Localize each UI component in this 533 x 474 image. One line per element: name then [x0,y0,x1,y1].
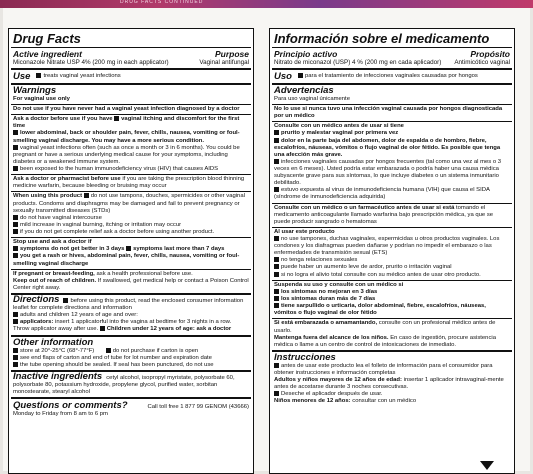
active-ingredient-row [13,59,249,67]
bullet-square-icon [274,257,279,262]
bullet-square-icon [274,272,279,277]
divider [272,68,512,70]
principio-activo-label: Principio activo [274,49,338,59]
use-label: Use [13,71,31,82]
divider [272,280,512,281]
bullet-square-icon [13,312,18,317]
warning-item: lower abdominal, back or shoulder pain, fever, chills, nausea, vomiting or foul-smelling vaginal discharge. You may have a more serious condition. [13,130,240,144]
divider [11,269,251,270]
al-usar-producto: Al usar este producto [274,228,335,235]
bullet-square-icon [13,145,18,150]
proposito-text: Antimicótico vaginal [454,59,510,66]
advertencia-item: tomando el medicamento anticoagulante llamado warfarina bajo prescripción médica, ya que se puede producir sangrado o hematomas [274,204,494,225]
divider [272,203,512,204]
proposito-label: Propósito [470,49,510,59]
divider [272,121,512,122]
principio-activo-header [274,49,510,59]
other-item: store at 20°-25°C (68°-77°F) [20,347,95,354]
active-ingredient-header [13,49,249,59]
advertencia-consulte: Consulte con un médico antes de usar si tiene [274,123,404,130]
keep-out-of-reach-text: If swallowed, get medical help or contact a Poison Control Center right away. [13,277,249,291]
top-strip-text: DRUG FACTS CONTINUED [120,0,204,5]
warning-do-not-use: Do not use if you have never had a vaginal yeast infection diagnosed by a doctor [13,106,240,113]
bullet-square-icon [274,363,279,368]
direction-item: insert 1 applicatorful into the vagina at bedtime for 3 nights in a row. Throw applicator away after use. [13,319,232,333]
warning-item: do not use tampons, douches, spermicides or other vaginal products. Condoms and diaphragms may be damaged and fail to prevent pregnancy or sexually transmitted diseases (STDs) [13,193,245,214]
bullet-square-icon [274,303,279,308]
label-sheet [3,8,530,471]
bullet-square-icon [106,348,111,353]
pregnant-warning: If pregnant or breast-feeding, [13,270,95,277]
warning-item: if you are taking the prescription blood thinning medicine warfarin, because bleeding or bruising may occur [13,176,245,190]
bullet-square-icon [13,362,18,367]
divider [272,104,512,105]
warning-ask-doctor-item: vaginal itching and discomfort for the first time [13,116,240,130]
directions-label: Directions [13,293,60,305]
warning-item: if you do not get complete relief ask a doctor before using another product. [20,229,215,236]
uso-label: Uso [274,71,292,82]
adultos-label: Adultos y niños mayores de 12 años de edad: [274,377,402,384]
other-item: do not purchase if carton is open [112,347,199,354]
direction-item: before using this product, read the enclosed consumer information leaflet for complete directions and information [13,297,244,312]
other-information-label: Other information [13,336,94,348]
bullet-square-icon [100,326,105,331]
warnings-label: Warnings [13,85,57,96]
pregnant-warning-text: ask a health professional before use. [96,270,193,277]
advertencia-item: los síntomas no mejoran en 3 días [281,288,378,295]
warning-ask-pharmacist: Ask a doctor or pharmacist before use [13,176,121,183]
instruccion-item: consultar con un médico [352,398,417,405]
purpose-text: Vaginal antifungal [199,59,249,66]
warning-item: do not have vaginal intercourse [20,214,102,221]
other-item: see end flaps of carton and end of tube for lot number and expiration date [20,354,212,361]
advertencia-item: tiene sarpullido o urticaria, dolor abdominal, fiebre, escalofríos, náuseas, vómitos o flujo vaginal de olor fétido [274,303,486,317]
bullet-square-icon [114,116,119,121]
divider [11,174,251,175]
for-vaginal-use: For vaginal use only [13,96,70,102]
bullet-square-icon [274,159,279,164]
divider [11,237,251,238]
suspenda-uso: Suspenda su uso y consulte con un médico si [274,281,404,288]
warning-stop-use: Stop use and ask a doctor if [13,239,92,246]
divider [11,47,251,48]
hours-text: Monday to Friday from 8 am to 6 pm [13,411,108,418]
instruccion-item: antes de usar este producto lea el folleto de información para el consumidor para obtener instrucciones e información completas [274,362,493,376]
inactive-ingredients-label: Inactive ingredients [13,371,103,383]
uso-section [274,71,510,82]
bullet-square-icon [126,246,131,251]
drug-facts-panel [8,28,254,474]
advertencia-item: prurito y malestar vaginal por primera vez [281,130,399,137]
bullet-square-icon [274,187,279,192]
bullet-square-icon [274,289,279,294]
divider [11,114,251,115]
instrucciones-label: Instrucciones [274,351,336,363]
questions-row [13,400,249,411]
mantenga-fuera: Mantenga fuera del alcance de los niños. [274,334,389,341]
instruccion-item: insertar 1 aplicador intravaginal-mente antes de acostarse durante 3 noches consecutivas. [274,377,504,391]
advertencia-item: infecciones vaginales causadas por hongos frecuentes (tal como una vez al mes o 3 veces en 6 meses). Usted podría estar embarazada o podría haber una causa médica subyacente grave para sus síntomas, lo que incluye diabetes o un sistema inmunitario debilitado. [274,158,502,187]
principio-activo-row [274,59,510,67]
advertencia-item: puede haber un aumento leve de ardor, prurito o irritación vaginal [281,264,452,271]
warning-when-using: When using this product [13,193,83,200]
bullet-square-icon [274,296,279,301]
other-item: the tube opening should be sealed. If seal has been punctured, do not use [20,362,214,368]
warning-item: symptoms do not get better in 3 days [20,246,125,253]
advertencia-item: dolor en la parte baja del abdomen, dolor de espalda o de hombro, fiebre, escalofríos, náuseas, vómitos o flujo vaginal de olor fétido. Es posible que tenga una afección más grave. [274,137,501,158]
active-ingredient-text: Miconazole Nitrate USP 4% (200 mg in each applicator) [13,59,169,66]
advertencia-item: si no logra el alivio total consulte con su médico antes de usar otro producto. [281,271,481,278]
continued-arrow-icon [480,461,494,470]
warning-item: symptoms last more than 7 days [133,246,225,253]
divider [272,227,512,228]
toll-free-number: Call toll free 1 877 99 GENOM (43666) [147,404,249,411]
keep-out-of-reach: Keep out of reach of children. [13,277,97,284]
bullet-square-icon [274,264,279,269]
advertencia-no-use: No lo use si nunca tuvo una infección vaginal causada por hongos diagnosticada por un médico [274,106,503,120]
direction-item: adults and children 12 years of age and over: [20,312,138,319]
instruccion-item: Deseche el aplicador después de usar. [281,391,383,398]
bullet-square-icon [298,73,303,78]
advertencia-item: estuvo expuesta al virus de inmunodeficiencia humana (VIH) que causa el SIDA (síndrome de inmunodeficiencia adquirida) [274,187,490,201]
bullet-square-icon [13,166,18,171]
questions-label: Questions or comments? [13,400,128,412]
bullet-square-icon [13,319,18,324]
bullet-square-icon [274,130,279,135]
use-text: treats vaginal yeast infections [43,72,121,79]
principio-activo-text: Nitrato de miconazol (USP) 4 % (200 mg en cada aplicador) [274,59,442,66]
bullet-square-icon [13,246,18,251]
bullet-square-icon [13,222,18,227]
ninos-label: Niños menores de 12 años: [274,398,351,405]
bullet-square-icon [13,215,18,220]
drug-facts-title: Drug Facts [13,31,81,46]
uso-text: para el tratamiento de infecciones vaginales causadas por hongos [304,72,478,79]
divider [11,397,251,399]
bullet-square-icon [63,298,68,303]
bullet-square-icon [274,236,279,241]
mantenga-fuera-text: En caso de ingestión, procure asistencia médica o llame a un centro de control de intoxicaciones de inmediato. [274,334,496,348]
bullet-square-icon [84,193,89,198]
divider [11,191,251,192]
divider [272,318,512,319]
applicators-label: applicators: [20,319,54,326]
bullet-square-icon [13,253,18,258]
divider [11,68,251,70]
advertencias-label: Advertencias [274,85,334,96]
bullet-square-icon [13,348,18,353]
package-top-strip [0,0,533,8]
bullet-square-icon [274,391,279,396]
use-section [13,71,249,82]
advertencia-item: no use tampones, duchas vaginales, espermicidas u otros productos vaginales. Los condones y los diafragmas pueden dañarse y podrían no impedir el embarazo o las enfermedades de transmisión sexual (ETS) [274,236,500,257]
warning-item: you get a rash or hives, abdominal pain, fever, chills, nausea, vomiting or foul-smelling vaginal discharge [13,253,240,267]
direction-item: Children under 12 years of age: ask a doctor [106,326,232,333]
purpose-label: Purpose [214,49,249,59]
warning-item: been exposed to the human immunodeficiency virus (HIV) that causes AIDS [20,166,219,173]
spanish-title: Información sobre el medicamento [274,31,490,46]
bullet-square-icon [13,130,18,135]
uso-vaginal: Para uso vaginal únicamente [274,96,350,102]
bullet-square-icon [36,73,41,78]
divider [272,47,512,48]
informacion-medicamento-panel [269,28,515,474]
embarazada-text: consulte con un profesional médico antes de usarlo. [274,320,496,334]
warning-item: mild increase in vaginal burning, itching or irritation may occur [20,221,182,228]
advertencia-item: los síntomas duran más de 7 días [281,296,376,303]
advertencia-farmaceutico: Consulte con un médico o un farmacéutico antes de usar si está [274,204,455,211]
advertencia-item: no tenga relaciones sexuales [281,257,358,264]
bullet-square-icon [274,138,279,143]
embarazada-warning: Si está embarazada o amamantando, [274,320,378,327]
bullet-square-icon [13,355,18,360]
divider [11,104,251,105]
inactive-ingredients-text: cetyl alcohol, isopropyl myristate, polysorbate 60, polysorbate 80, potassium hydroxide, propylene glycol, purified water, sorbitan monostearate, stearyl alcohol [13,375,235,396]
active-ingredient-label: Active ingredient [13,49,82,59]
warning-item: vaginal yeast infections often (such as once a month or 3 in 6 months). You could be pregnant or have a serious underlying medical cause for your symptoms, including diabetes or a weakened immune system. [13,144,240,165]
warning-ask-doctor: Ask a doctor before use if you have [13,116,113,123]
bullet-square-icon [13,229,18,234]
